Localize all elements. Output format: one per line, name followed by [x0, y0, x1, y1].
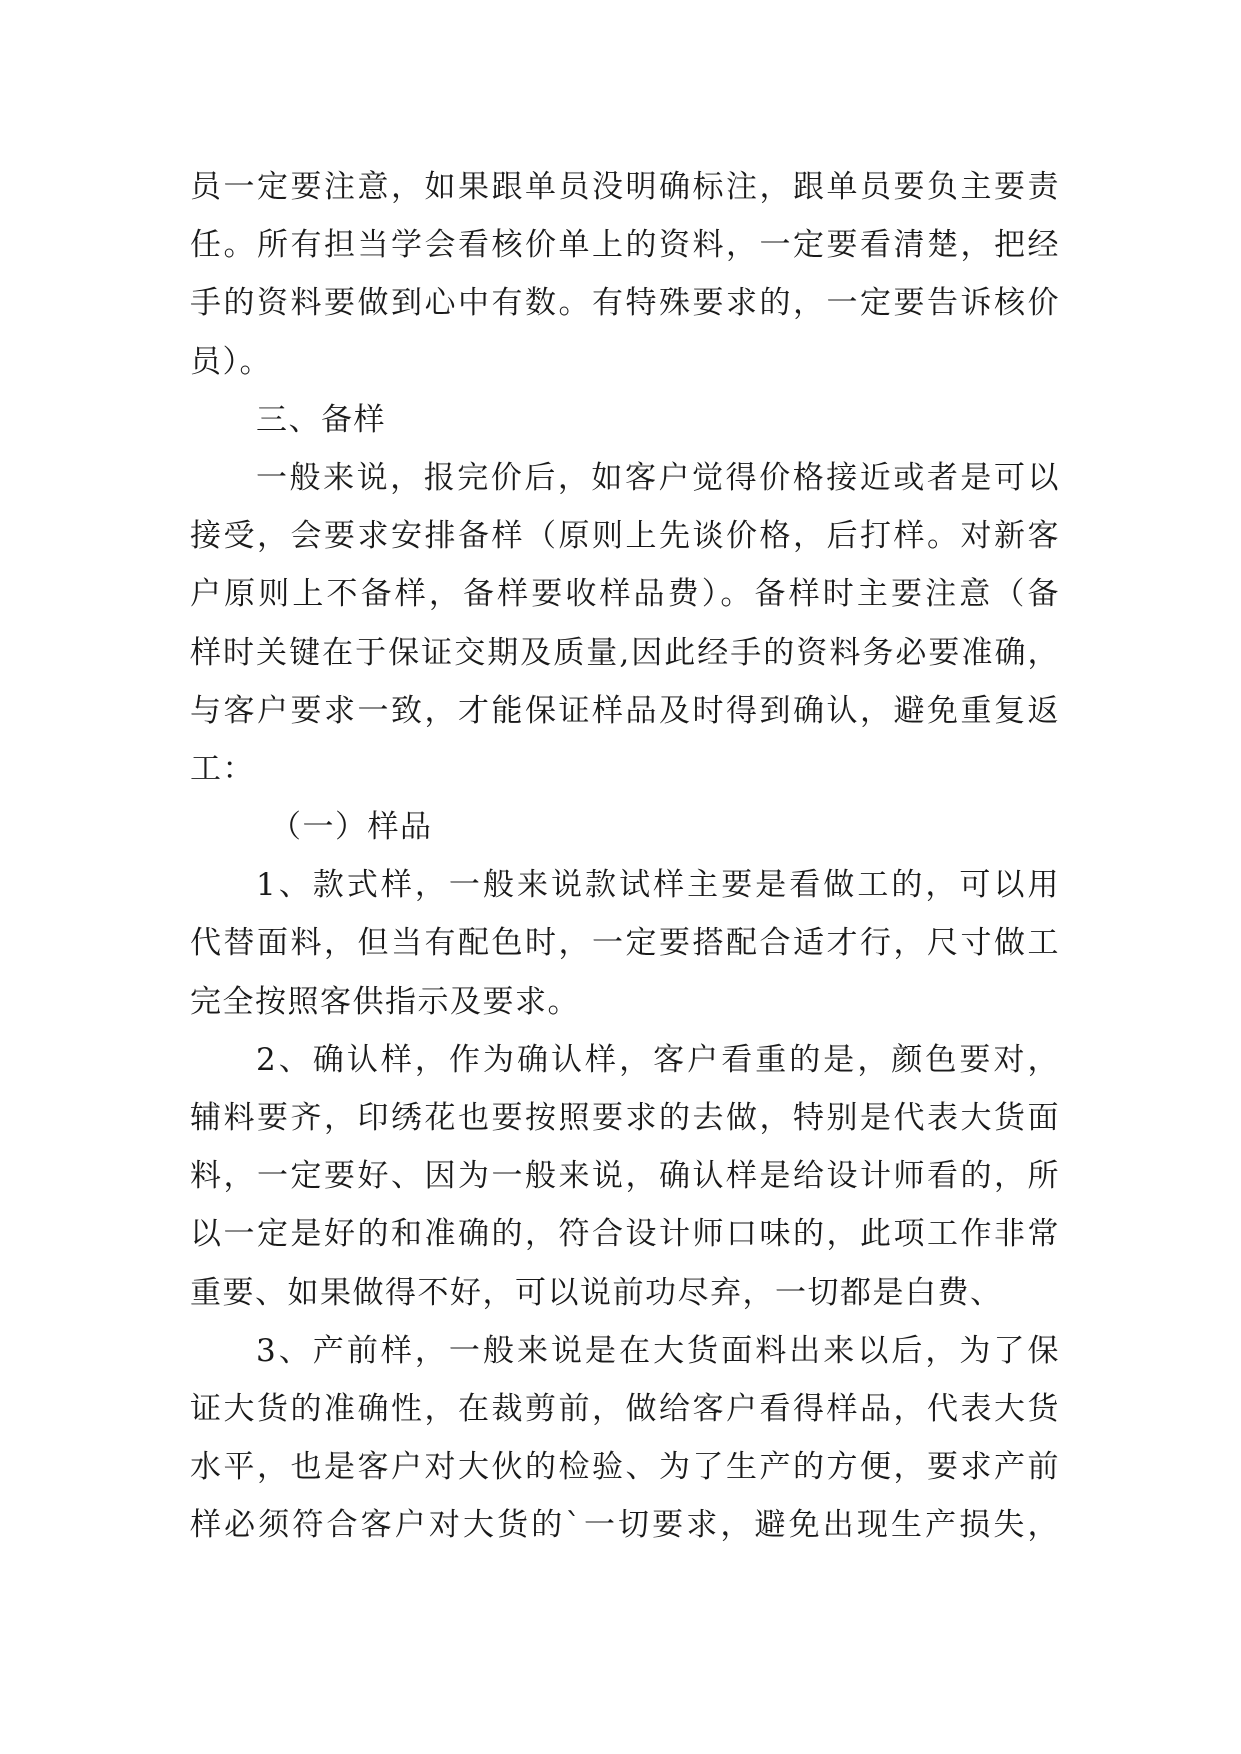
text-line: 接受，会要求安排备样（原则上先谈价格，后打样。对新客 [190, 518, 1060, 555]
body-text [190, 158, 1060, 1555]
text-line: 户原则上不备样，备样要收样品费）。备样时主要注意（备 [190, 576, 1060, 613]
text-line: 1、款式样，一般来说款试样主要是看做工的，可以用 [256, 867, 1060, 904]
text-line: 代替面料，但当有配色时，一定要搭配合适才行，尺寸做工 [190, 925, 1060, 962]
text-line: 料，一定要好、因为一般来说，确认样是给设计师看的，所 [190, 1158, 1060, 1195]
text-line: 任。所有担当学会看核价单上的资料，一定要看清楚，把经 [190, 227, 1060, 264]
text-line: 完全按照客供指示及要求。 [190, 983, 580, 1020]
text-line: 员）。 [190, 343, 272, 380]
text-line: 工： [190, 750, 255, 787]
text-line: 样时关键在于保证交期及质量,因此经手的资料务必要准确， [190, 634, 1060, 671]
subsection-heading: （一）样品 [270, 809, 433, 846]
text-line: 3、产前样，一般来说是在大货面料出来以后，为了保 [256, 1332, 1060, 1369]
text-line: 与客户要求一致，才能保证样品及时得到确认，避免重复返 [190, 692, 1060, 729]
text-line: 员一定要注意，如果跟单员没明确标注，跟单员要负主要责 [190, 169, 1060, 205]
text-line: 一般来说，报完价后，如客户觉得价格接近或者是可以 [256, 459, 1060, 496]
text-line: 证大货的准确性，在裁剪前，做给客户看得样品，代表大货 [190, 1390, 1060, 1427]
text-line: 以一定是好的和准确的，符合设计师口味的，此项工作非常 [190, 1216, 1060, 1253]
text-line: 重要、如果做得不好，可以说前功尽弃，一切都是白费、 [190, 1274, 1003, 1311]
section-heading: 三、备样 [256, 401, 386, 438]
text-line: 样必须符合客户对大货的`一切要求，避免出现生产损失， [190, 1507, 1060, 1544]
text-line: 辅料要齐，印绣花也要按照要求的去做，特别是代表大货面 [190, 1100, 1060, 1136]
text-line: 水平，也是客户对大伙的检验、为了生产的方便，要求产前 [190, 1449, 1060, 1486]
text-line: 2、确认样，作为确认样，客户看重的是，颜色要对， [256, 1041, 1060, 1078]
text-line: 手的资料要做到心中有数。有特殊要求的，一定要告诉核价 [190, 285, 1060, 322]
